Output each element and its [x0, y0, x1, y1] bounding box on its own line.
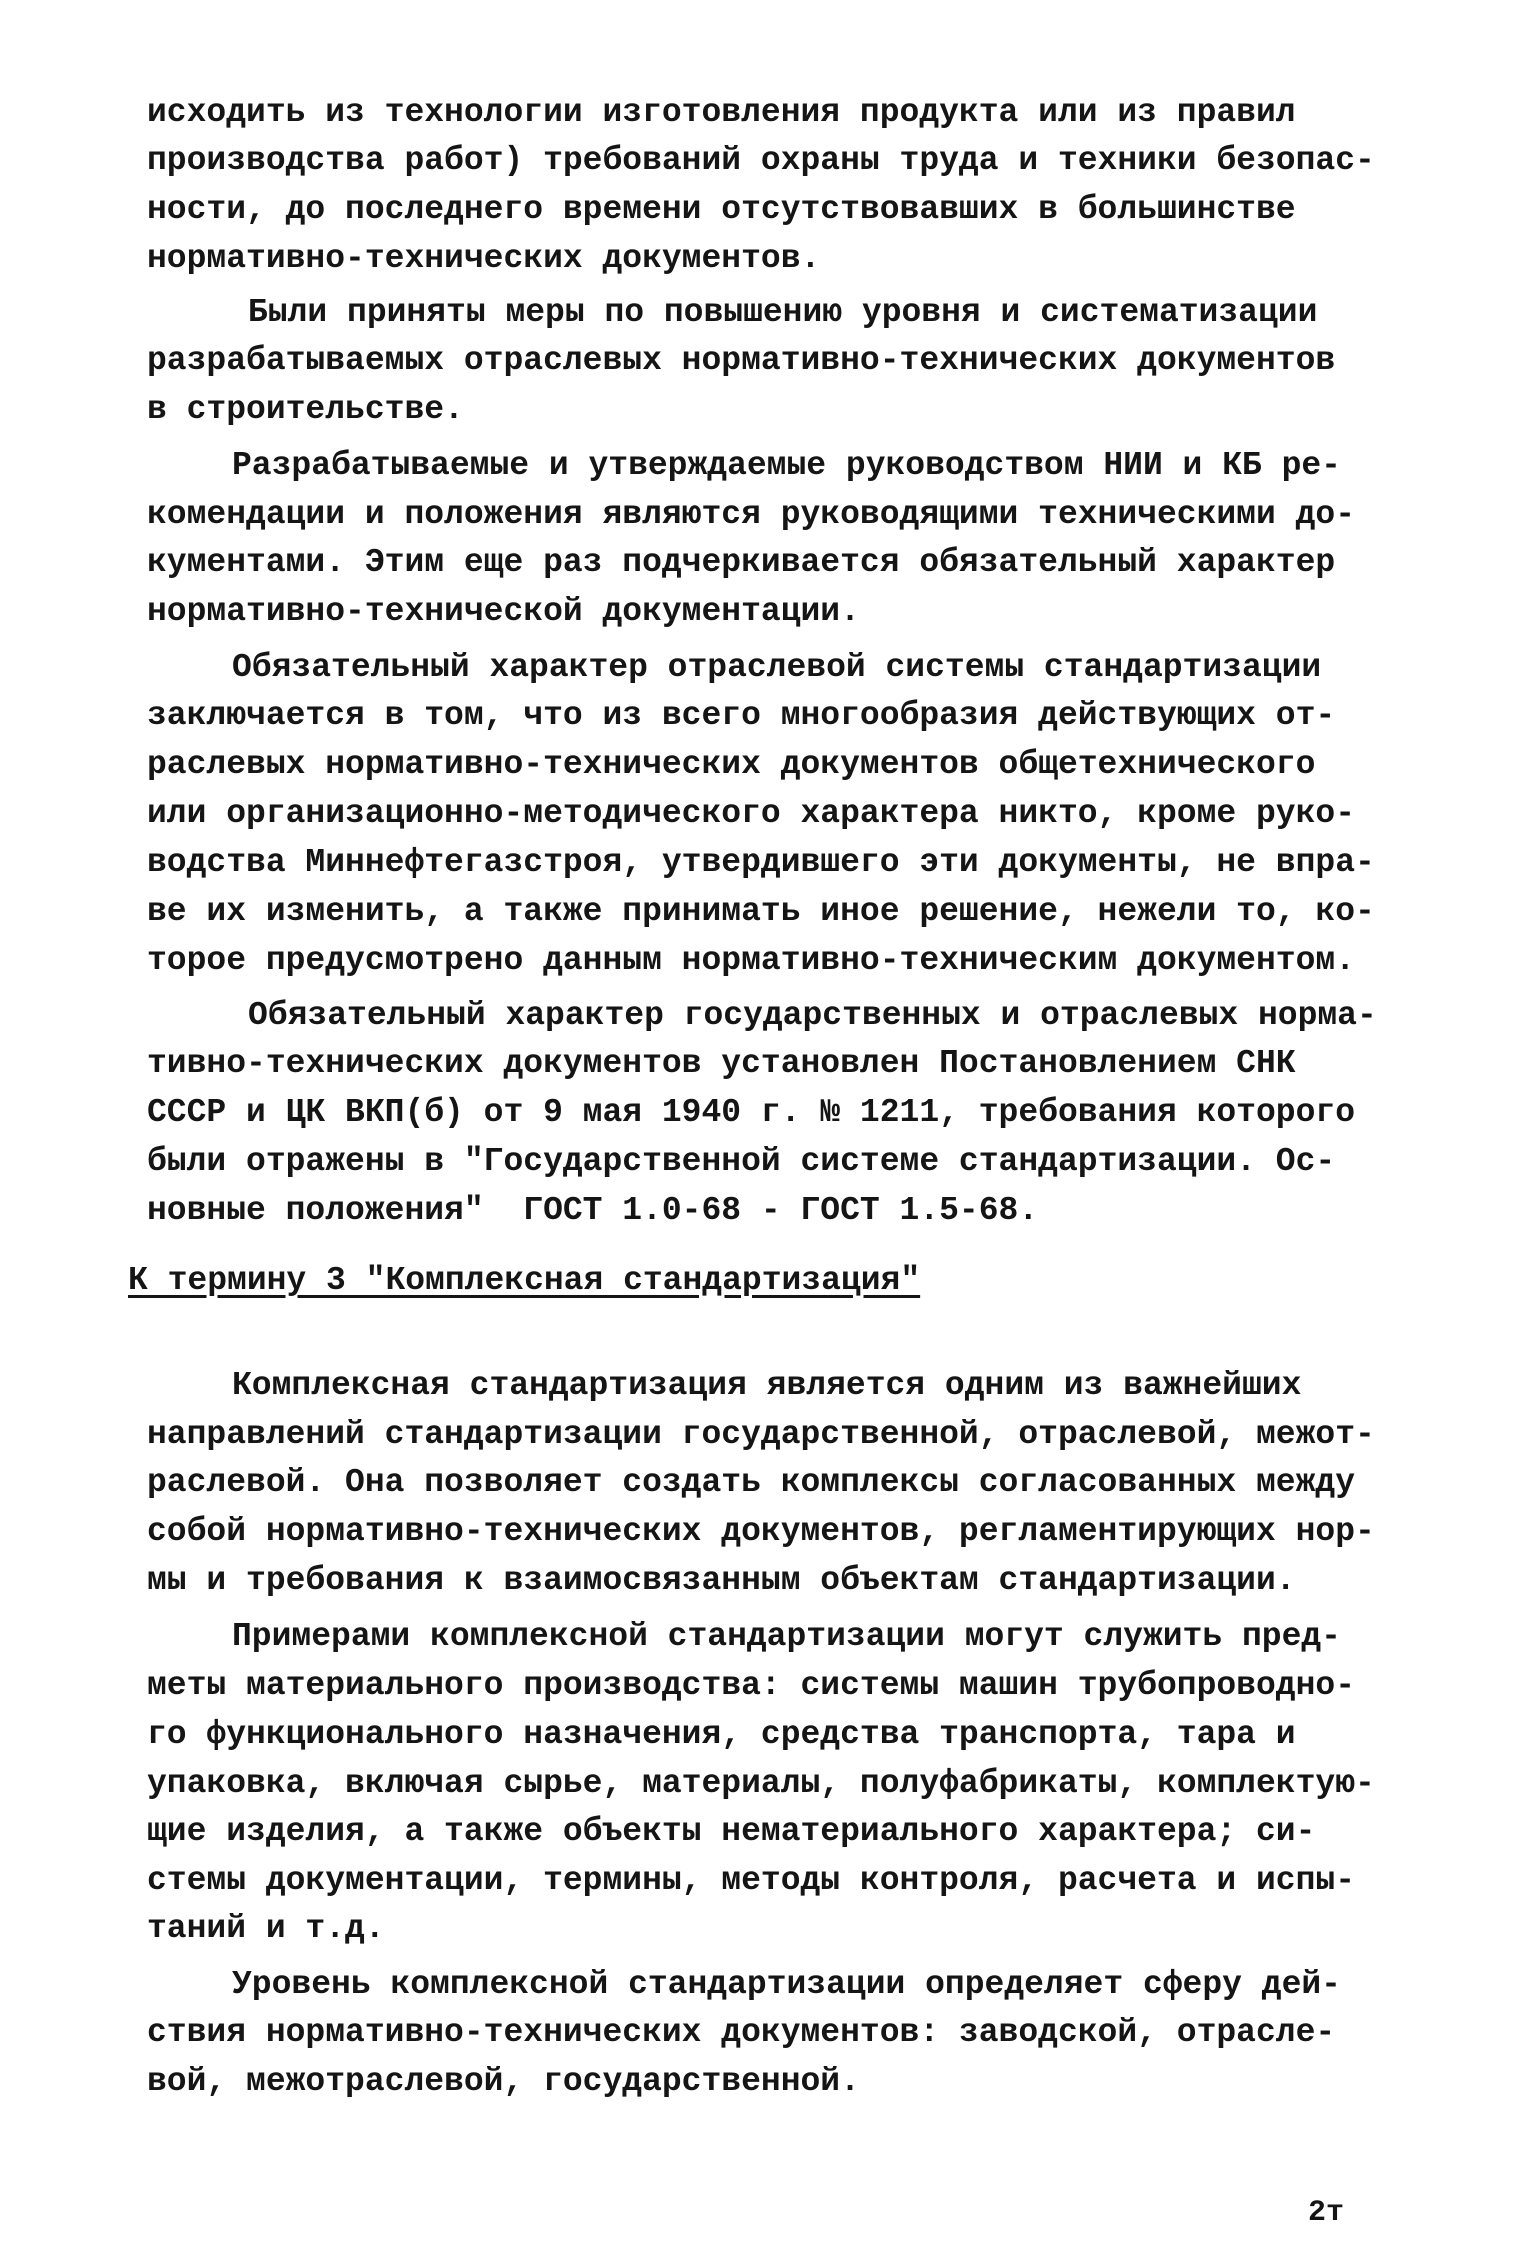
text-line: водства Миннефтегазстроя, утвердившего эти документы, не впра-	[147, 844, 1375, 881]
text-line: производства работ) требований охраны труда и техники безопас-	[147, 142, 1375, 179]
text-line: Комплексная стандартизация является одним из важнейших	[232, 1367, 1302, 1404]
text-line: кументами. Этим еще раз подчеркивается обязательный характер	[147, 544, 1336, 581]
text-line: го функционального назначения, средства транспорта, тара и	[147, 1716, 1296, 1753]
text-line: нормативно-технических документов.	[147, 240, 821, 277]
text-line: заключается в том, что из всего многообразия действующих от-	[147, 697, 1336, 734]
text-line: меты материального производства: системы машин трубопроводно-	[147, 1667, 1355, 1704]
text-line: вой, межотраслевой, государственной.	[147, 2063, 860, 2100]
text-line: щие изделия, а также объекты нематериального характера; си-	[147, 1813, 1316, 1850]
text-line: исходить из технологии изготовления продукта или из правил	[147, 94, 1296, 131]
text-line: Были приняты меры по повышению уровня и систематизации	[248, 294, 1318, 331]
text-line: разрабатываемых отраслевых нормативно-технических документов	[147, 342, 1336, 379]
text-line: упаковка, включая сырье, материалы, полуфабрикаты, комплектую-	[147, 1765, 1375, 1802]
text-line: направлений стандартизации государственной, отраслевой, межот-	[147, 1416, 1375, 1453]
text-line: ности, до последнего времени отсутствовавших в большинстве	[147, 191, 1296, 228]
text-line: Обязательный характер государственных и отраслевых норма-	[248, 997, 1377, 1034]
text-line: тивно-технических документов установлен Постановлением СНК	[147, 1045, 1296, 1082]
section-heading: К термину 3 "Комплексная стандартизация"	[128, 1262, 921, 1299]
text-line: таний и т.д.	[147, 1910, 385, 1947]
text-line: нормативно-технической документации.	[147, 593, 860, 630]
text-line: были отражены в "Государственной системе стандартизации. Ос-	[147, 1143, 1336, 1180]
page-number: 2т	[1308, 2196, 1345, 2230]
text-line: или организационно-методического характера никто, кроме руко-	[147, 795, 1355, 832]
text-line: Обязательный характер отраслевой системы стандартизации	[232, 649, 1322, 686]
text-line: Разрабатываемые и утверждаемые руководством НИИ и КБ ре-	[232, 447, 1341, 484]
text-line: ствия нормативно-технических документов: заводской, отрасле-	[147, 2014, 1336, 2051]
text-line: мы и требования к взаимосвязанным объектам стандартизации.	[147, 1562, 1296, 1599]
text-line: в строительстве.	[147, 391, 464, 428]
text-line: новные положения" ГОСТ 1.0-68 - ГОСТ 1.5-68.	[147, 1192, 1039, 1229]
text-line: стемы документации, термины, методы контроля, расчета и испы-	[147, 1862, 1355, 1899]
text-line: торое предусмотрено данным нормативно-техническим документом.	[147, 942, 1355, 979]
text-line: Примерами комплексной стандартизации могут служить пред-	[232, 1618, 1341, 1655]
text-line: раслевых нормативно-технических документов общетехнического	[147, 746, 1316, 783]
text-line: Уровень комплексной стандартизации определяет сферу дей-	[232, 1966, 1341, 2003]
text-line: ве их изменить, а также принимать иное решение, нежели то, ко-	[147, 893, 1375, 930]
text-line: раслевой. Она позволяет создать комплексы согласованных между	[147, 1464, 1355, 1501]
text-line: комендации и положения являются руководящими техническими до-	[147, 496, 1355, 533]
text-line: СССР и ЦК ВКП(б) от 9 мая 1940 г. № 1211, требования которого	[147, 1094, 1355, 1131]
text-line: собой нормативно-технических документов, регламентирующих нор-	[147, 1513, 1375, 1550]
